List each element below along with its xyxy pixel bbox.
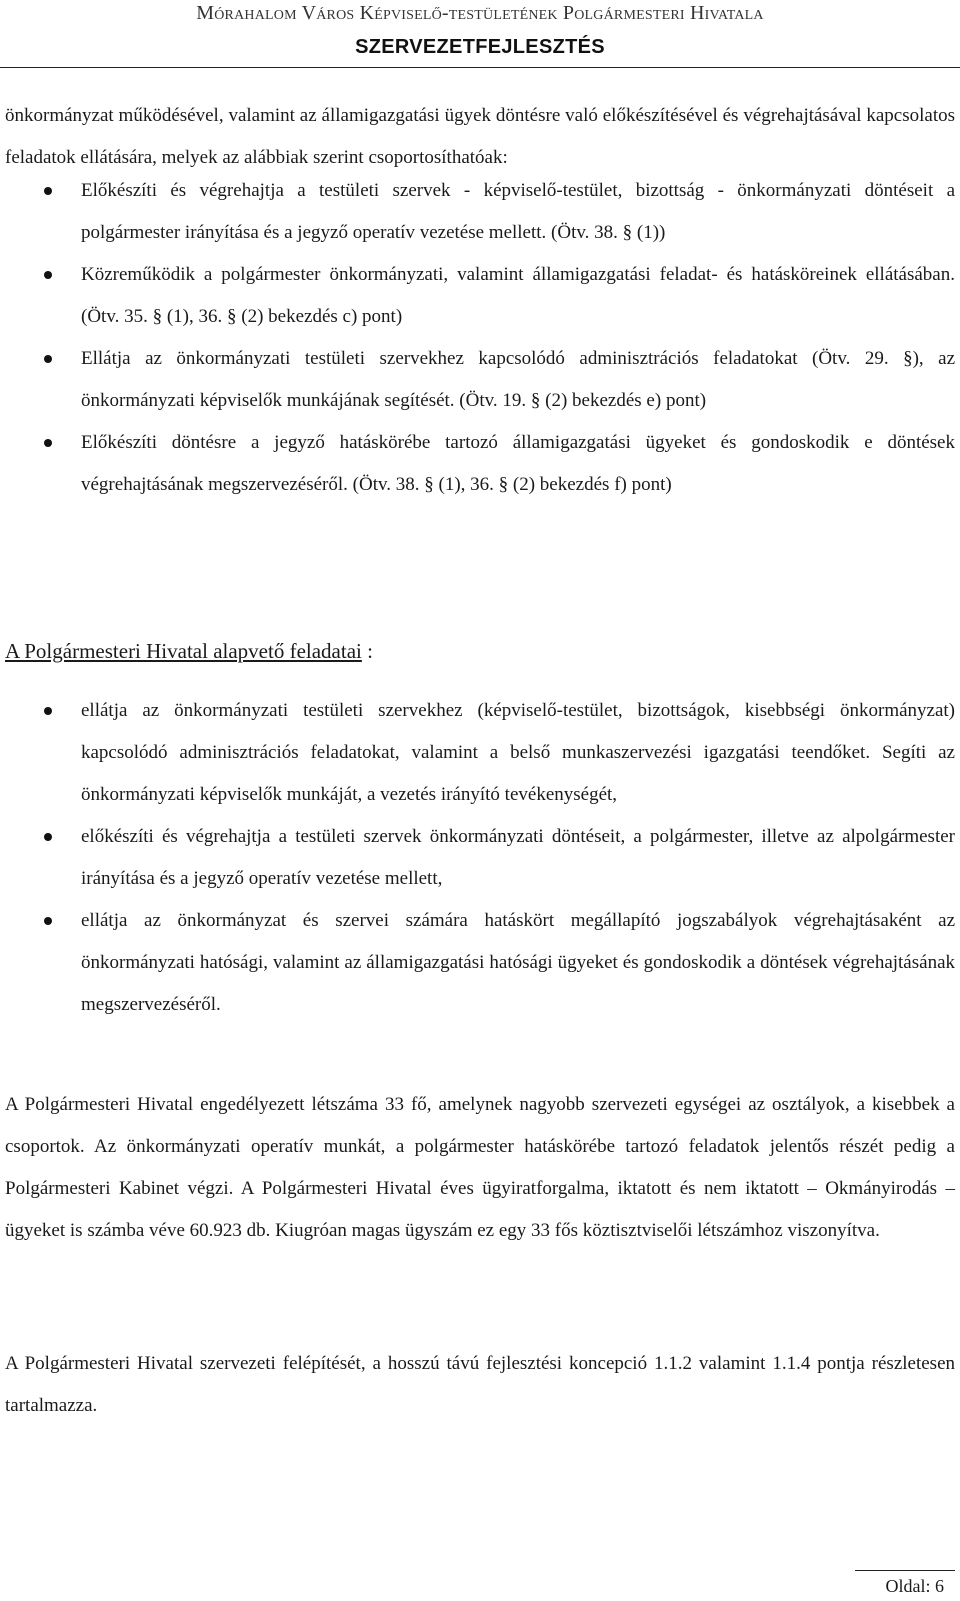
bullet-icon [44, 917, 52, 925]
task-list [0, 170, 960, 506]
section-heading-suffix: : [361, 639, 373, 663]
list-item [0, 254, 960, 338]
bullet-icon [44, 187, 52, 195]
page-number: Oldal: 6 [885, 1576, 944, 1596]
list-item-text: Közreműködik a polgármester önkormányzati, valamint államigazgatási feladat- és hatásköreinek ellátásában. (Ötv. 35. § (1), 36. § (2) bekezdés c) pont) [81, 264, 955, 327]
list-item-text: előkészíti és végrehajtja a testületi szervek önkormányzati döntéseit, a polgármester, illetve az alpolgármester irányítása és a jegyző operatív vezetése mellett, [81, 826, 955, 889]
bullet-icon [44, 271, 52, 279]
bullet-icon [44, 833, 52, 841]
list-item-text: Előkészíti és végrehajtja a testületi szervek - képviselő-testület, bizottság - önkormányzati döntéseit a polgármester irányítása és a jegyző operatív vezetése mellett. (Ötv. 38. § (1)) [81, 180, 955, 243]
list-item [0, 170, 960, 254]
section-heading [5, 630, 373, 672]
list-item-text: ellátja az önkormányzat és szervei számára hatáskört megállapító jogszabályok végrehajtásaként az önkormányzati hatósági, valamint az államigazgatási hatósági ügyeket és gondoskodik a döntések végrehajtásának megszervezéséről. [81, 910, 955, 1015]
list-item [0, 422, 960, 506]
institution-name: Mórahalom Város Képviselő-testületének Polgármesteri Hivatala [196, 2, 764, 24]
list-item [0, 900, 960, 1026]
list-item-text: Ellátja az önkormányzati testületi szervekhez kapcsolódó adminisztrációs feladatokat (Ötv. 29. §), az önkormányzati képviselők munkájának segítését. (Ötv. 19. § (2) bekezdés e) pont) [81, 348, 955, 411]
staff-paragraph: A Polgármesteri Hivatal engedélyezett létszáma 33 fő, amelynek nagyobb szervezeti egységei az osztályok, a kisebbek a csoportok. Az önkormányzati operatív munkát, a polgármester hatáskörébe tartozó feladatok jelentős részét pedig a Polgármesteri Kabinet végzi. A Polgármesteri Hivatal éves ügyiratforgalma, iktatott és nem iktatott – Okmányirodás – ügyeket is számba véve 60.923 db. Kiugróan magas ügyszám ez egy 33 fős köztisztviselői létszámhoz viszonyítva. [5, 1094, 955, 1241]
bullet-icon [44, 355, 52, 363]
organization-paragraph: A Polgármesteri Hivatal szervezeti felépítését, a hosszú távú fejlesztési koncepció 1.1.2 valamint 1.1.4 pontja részletesen tartalmazza. [5, 1353, 955, 1416]
list-item-text: ellátja az önkormányzati testületi szervekhez (képviselő-testület, bizottságok, kisebbségi önkormányzat) kapcsolódó adminisztrációs feladatokat, valamint a belső munkaszervezési igazgatási teendőket. Segíti az önkormányzati képviselők munkáját, a vezetés irányító tevékenységét, [81, 700, 955, 805]
list-item [0, 338, 960, 422]
list-item [0, 690, 960, 816]
bullet-icon [44, 707, 52, 715]
section-title: SZERVEZETFEJLESZTÉS [355, 36, 605, 58]
header-divider [0, 67, 960, 68]
list-item [0, 816, 960, 900]
core-tasks-list [0, 690, 960, 1026]
section-heading-text: A Polgármesteri Hivatal alapvető feladatai [5, 639, 362, 663]
footer-divider [855, 1570, 955, 1571]
intro-paragraph: önkormányzat működésével, valamint az államigazgatási ügyek döntésre való előkészítésével és végrehajtásával kapcsolatos feladatok ellátására, melyek az alábbiak szerint csoportosíthatóak: [5, 105, 955, 168]
bullet-icon [44, 439, 52, 447]
list-item-text: Előkészíti döntésre a jegyző hatáskörébe tartozó államigazgatási ügyeket és gondoskodik e döntések végrehajtásának megszervezéséről. (Ötv. 38. § (1), 36. § (2) bekezdés f) pont) [81, 432, 955, 495]
